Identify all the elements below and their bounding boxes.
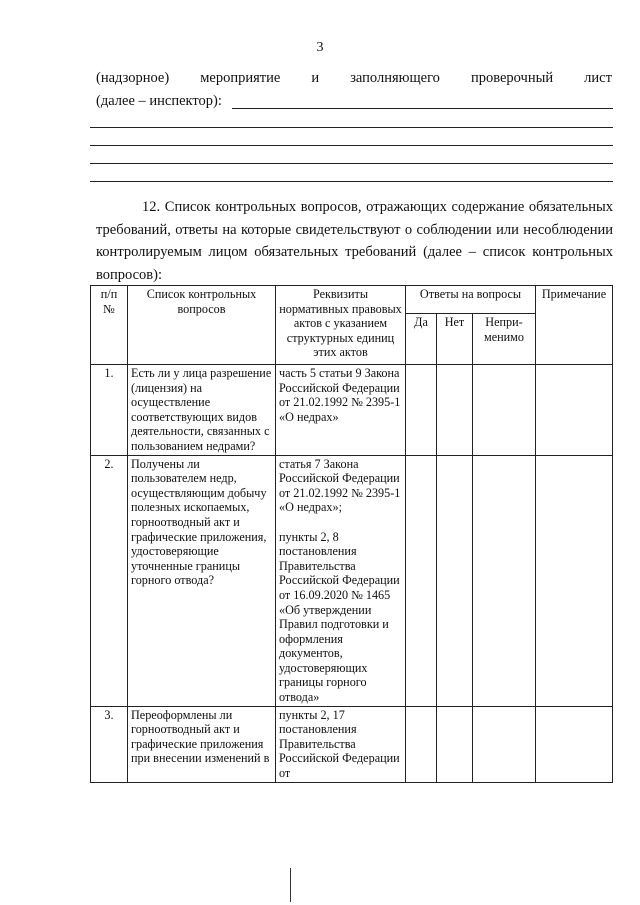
row-question: Есть ли у лица разрешение (лицензия) на осуществление соответствующих видов деятельности, связанных с пользованием недрами? (128, 365, 276, 456)
checklist-table (90, 285, 613, 783)
answer-na-cell[interactable] (473, 706, 536, 782)
inspector-fill-line (90, 181, 613, 182)
note-cell[interactable] (536, 455, 613, 706)
inspector-fill-line (90, 127, 613, 128)
section-12-text: 12. Список контрольных вопросов, отражающих содержание обязательных требований, ответы на которые свидетельствуют о соблюдении или несоблюдении контролируемым лицом обязательных требований (далее – список контрольных вопросов): (96, 199, 613, 283)
intro-line-1 (96, 70, 612, 87)
row-number: 2. (91, 455, 128, 706)
table-row (91, 455, 613, 706)
header-na: Непри-менимо (473, 313, 536, 364)
intro-word: мероприятие (200, 70, 281, 86)
section-12-paragraph (96, 196, 613, 286)
intro-word: лист (584, 70, 612, 86)
header-note: Примечание (536, 286, 613, 365)
header-yes: Да (406, 313, 437, 364)
answer-no-cell[interactable] (437, 365, 473, 456)
answer-yes-cell[interactable] (406, 365, 437, 456)
header-num: п/п № (91, 286, 128, 365)
row-requisites: часть 5 статьи 9 Закона Российской Федерации от 21.02.1992 № 2395-1 «О недрах» (276, 365, 406, 456)
answer-no-cell[interactable] (437, 706, 473, 782)
intro-word: (надзорное) (96, 70, 170, 86)
scan-edge-mark (290, 868, 291, 902)
answer-na-cell[interactable] (473, 455, 536, 706)
inspector-fill-line (90, 163, 613, 164)
row-question: Получены ли пользователем недр, осуществляющим добычу полезных ископаемых, горноотводный акт и графические приложения, удостоверяющие уточненные границы горного отвода? (128, 455, 276, 706)
answer-yes-cell[interactable] (406, 706, 437, 782)
header-row (91, 286, 613, 314)
intro-line-2: (далее – инспектор): (96, 93, 222, 109)
table-row (91, 365, 613, 456)
page-number: 3 (316, 40, 324, 55)
requisites-part-1: статья 7 Закона Российской Федерации от 21.02.1992 № 2395-1 «О недрах»; (279, 456, 401, 515)
note-cell[interactable] (536, 365, 613, 456)
header-no: Нет (437, 313, 473, 364)
intro-word: заполняющего (350, 70, 440, 86)
header-requisites: Реквизиты нормативных правовых актов с указанием структурных единиц этих актов (276, 286, 406, 365)
answer-no-cell[interactable] (437, 455, 473, 706)
intro-word: и (311, 70, 320, 86)
row-requisites: пункты 2, 17 постановления Правительства Российской Федерации от (276, 706, 406, 782)
table-row (91, 706, 613, 782)
intro-word: проверочный (470, 70, 554, 86)
inspector-fill-line (232, 108, 613, 109)
answer-yes-cell[interactable] (406, 455, 437, 706)
header-answers: Ответы на вопросы (406, 286, 536, 314)
row-requisites (276, 455, 406, 706)
inspector-fill-line (90, 145, 613, 146)
row-number: 1. (91, 365, 128, 456)
note-cell[interactable] (536, 706, 613, 782)
answer-na-cell[interactable] (473, 365, 536, 456)
requisites-part-2: пункты 2, 8 постановления Правительства Российской Федерации от 16.09.2020 № 1465 «Об утверждении Правил подготовки и оформления документов, удостоверяющих границы горного отвода» (279, 529, 400, 705)
row-number: 3. (91, 706, 128, 782)
header-questions: Список контрольных вопросов (128, 286, 276, 365)
row-question: Переоформлены ли горноотводный акт и графические приложения при внесении изменений в (128, 706, 276, 782)
